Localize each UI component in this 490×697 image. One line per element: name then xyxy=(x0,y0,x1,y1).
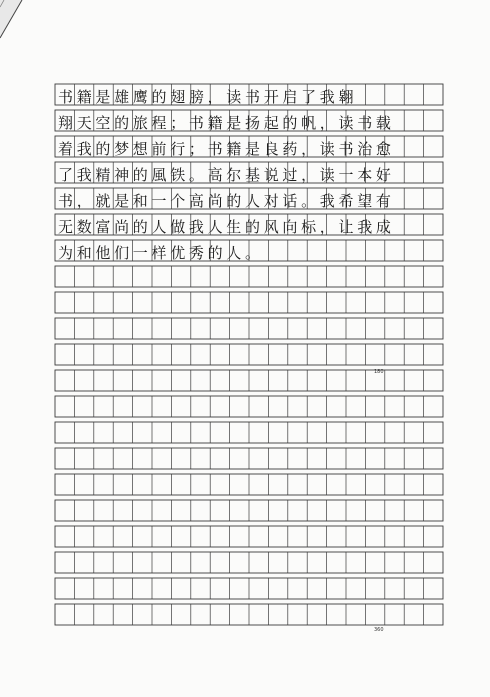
grid-row xyxy=(55,292,443,313)
essay-line-2: 翔天空的旅程；书籍是扬起的帆，读书载 xyxy=(58,114,395,132)
essay-line-1: 书籍是雄鹰的翅膀，读书开启了我翱 xyxy=(58,88,358,106)
grid-row xyxy=(55,318,443,339)
word-count-marker-360: 360 xyxy=(374,627,384,633)
essay-line-5: 书，就是和一个高尚的人对话。我希望有 xyxy=(58,192,395,210)
grid-row xyxy=(55,604,443,625)
grid-row xyxy=(55,578,443,599)
grid-row xyxy=(55,370,443,391)
grid-row xyxy=(55,422,443,443)
grid-row xyxy=(55,266,443,287)
grid-row xyxy=(55,448,443,469)
grid-row xyxy=(55,344,443,365)
grid-row xyxy=(55,500,443,521)
grid-row xyxy=(55,552,443,573)
essay-line-6: 无数富尚的人做我人生的风向标，让我成 xyxy=(58,218,395,236)
word-count-marker-180: 180 xyxy=(374,369,384,375)
grid-row xyxy=(55,396,443,417)
grid-row xyxy=(55,526,443,547)
grid-row xyxy=(55,474,443,495)
essay-line-3: 着我的梦想前行；书籍是良药，读书治愈 xyxy=(58,140,395,158)
essay-line-4: 了我精神的風铁。高尔基说过，读一本好 xyxy=(58,166,395,184)
essay-line-7: 为和他们一样优秀的人。 xyxy=(58,244,264,262)
